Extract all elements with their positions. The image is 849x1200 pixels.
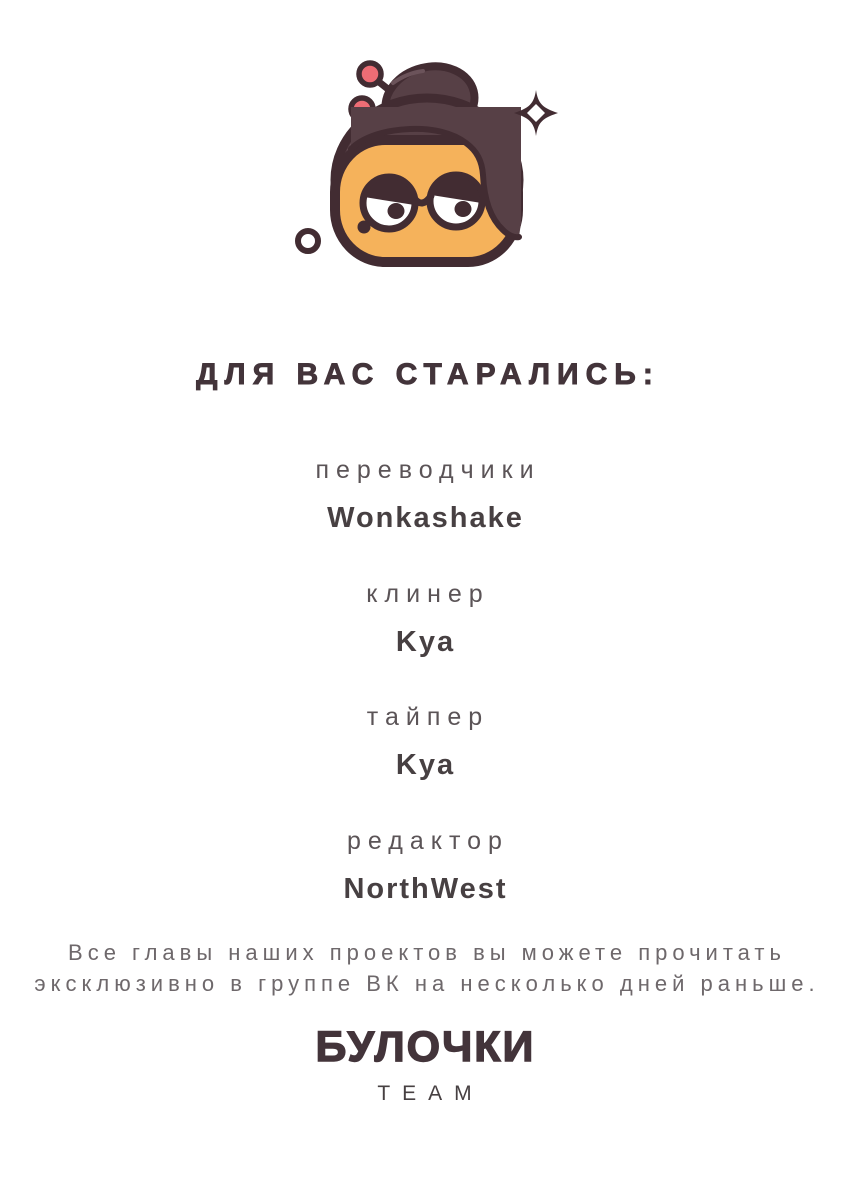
team-label: TEAM	[377, 1082, 484, 1105]
credit-role: переводчики	[315, 456, 541, 484]
team-name: БУЛОЧКИ	[315, 1023, 536, 1071]
page-title: ДЛЯ ВАС СТАРАЛИСЬ:	[196, 358, 660, 391]
credit-name: Wonkashake	[327, 502, 524, 534]
credit-role: клинер	[366, 580, 490, 608]
vk-note-line1: Все главы наших проектов вы можете прочитать	[68, 940, 786, 965]
credit-role: редактор	[347, 827, 509, 855]
bun-girl-mascot-icon	[265, 45, 565, 275]
cheek-mole	[358, 221, 371, 234]
credit-typesetter	[0, 702, 849, 782]
credit-cleaner	[0, 579, 849, 659]
credit-name: Kya	[395, 749, 456, 781]
credit-role: тайпер	[366, 703, 490, 731]
credit-editor	[0, 826, 849, 906]
vk-note-line2: эксклюзивно в группе ВК на несколько дней раньше.	[34, 971, 820, 996]
credit-name: NorthWest	[343, 873, 508, 905]
bubble-ring-icon	[298, 231, 318, 251]
credit-translators	[0, 455, 849, 535]
vk-note	[0, 937, 849, 999]
credit-name: Kya	[395, 626, 456, 658]
